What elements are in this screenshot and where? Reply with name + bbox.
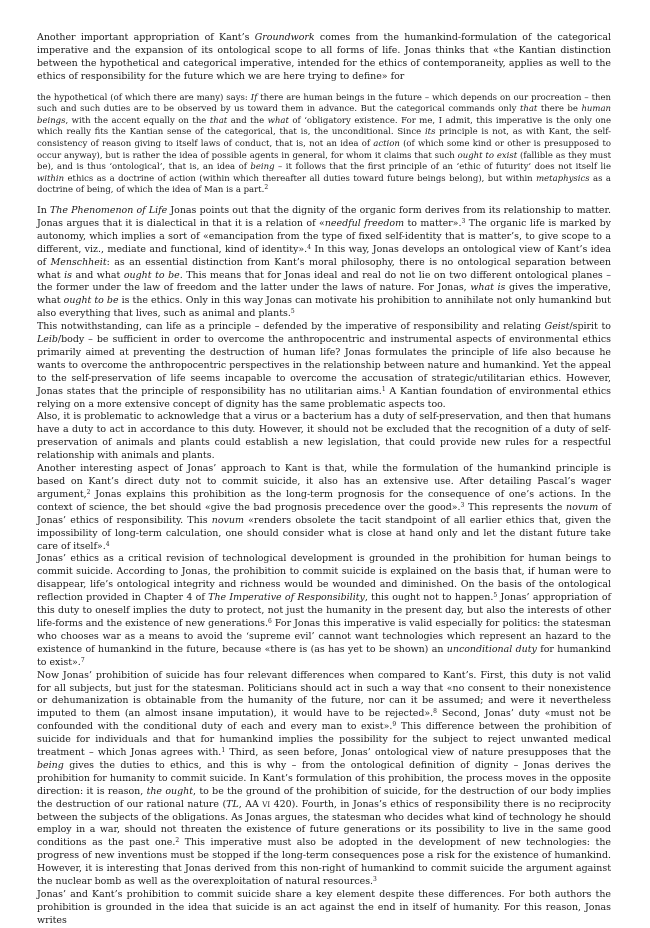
paragraph-pascal-wager: Another interesting aspect of Jonas’ approach to Kant is that, while the formulation of the humankind principle is based on Kant’s direct duty not to commit suicide, it also has an extensive use. After detailing Pascal’s wager argument,$^2$ Jonas explains this prohibition as the long-term prognosis for the consequence of one’s actions. In the context of science, the bet should «give the bad prognosis precedence over the good».$^3$ This represents the novum of Jonas’ ethics of responsibility. This novum «renders obsolete the tacit standpoint of all earlier ethics that, given the impossibility of long-term calculation, one should consider what is close at hand only and let the distant future take care of itself».$^4$: [37, 463, 611, 552]
paragraph-phenomenon-of-life: In The Phenomenon of Life Jonas points out that the dignity of the organic form derives from its relationship to matter. Jonas argues that it is dialectical in that it is a relation of «needful freedom to matter».$^3$ The organic life is marked by autonomy, which implies a sort of «emancipation from the type of fixed self-identity that is matter’s, to give scope to a different, viz., mediate and functional, kind of identity».$^4$ In this way, Jonas develops an ontological view of Kant’s idea of Menschheit: as an essential distinction from Kant’s moral philosophy, there is no ontological separation between what is and what ought to be. This means that for Jonas ideal and real do not lie on two different ontological planes – the former under the law of freedom and the latter under the laws of nature. For Jonas, what is gives the imperative, what ought to be is the ethics. Only in this way Jonas can motivate his prohibition to annihilate not only humankind but also everything that lives, such as animal and plants.$^5$: [37, 204, 612, 320]
paragraph-self-preservation: Also, it is problematic to acknowledge that a virus or a bacterium has a duty of self-preservation, and then that humans have a duty to act in accordance to this duty. However, it should not be excluded that the recognition of a duty of self-preservation of animals and plants could establish a new legislation, that could provide new rules for a respectful relationship with animals and plants.: [37, 411, 611, 462]
paragraph-suicide-prohibition: Jonas’ ethics as a critical revision of technological development is grounded in the prohibition for human beings to commit suicide. According to Jonas, the prohibition to commit suicide is explained on the basis that, if human were to disappear, life’s ontological integrity and richness would be wounded and diminished. On the basis of the ontological reflection provided in Chapter 4 of The Imperative of Responsibility, this ought not to happen.$^5$ Jonas’ appropriation of this duty to oneself implies the duty to protect, not just the humanity in the present day, but also the interests of other life-forms and the existence of new generations.$^6$ For Jonas this imperative is valid especially for politics: the statesman who chooses war as a means to avoid the ‘supreme evil’ cannot want technologies which represent an hazard to the existence of humankind in the future, because «there is (as has yet to be shown) an unconditional duty for humankind to exist».$^7$: [37, 553, 611, 668]
paragraph-shared-element: Jonas’ and Kant’s prohibition to commit suicide share a key element despite these differences. For both authors the prohibition is grounded in the idea that suicide is an act against the end in itself of humanity. For this reason, Jonas writes: [37, 889, 611, 926]
paragraph-four-differences: Now Jonas’ prohibition of suicide has four relevant differences when compared to Kant’s. First, this duty is not valid for all subjects, but just for the statesman. Politicians should act in such a way that «no consent to their nonexistence or dehumanization is obtainable from the humanity of the future, nor can it be assumed; and were it nevertheless imputed to them (an almost insane imputation), it would have to be rejected».$^8$ Second, Jonas’ duty «must not be confounded with the conditional duty of each and every man to exist».$^9$ This difference between the prohibition of suicide for individuals and that for humankind implies the possibility for the subject to reject unwanted medical treatment – which Jonas agrees with.$^1$ Third, as seen before, Jonas’ ontological view of nature presupposes that the being gives the duties to ethics, and this is why – from the ontological definition of dignity – Jonas derives the prohibition for humanity to commit suicide. In Kant’s formulation of this prohibition, the process moves in the opposite direction: it is reason, the ought, to be the ground of the prohibition of suicide, for the destruction of our body implies the destruction of our rational nature (TL, AA vi 420). Fourth, in Jonas’s ethics of responsibility there is no reciprocity between the subjects of the obligations. As Jonas argues, the statesman who decides what kind of technology he should employ in a war, should not threaten the existence of future generations or its possibility to live in the same good conditions as the past one.$^2$ This imperative must also be adopted in the development of new technologies: the progress of new inventions must be stopped if the long-term consequences pose a risk for the existence of humankind. However, it is interesting that Jonas derived from this non-right of humankind to commit suicide the argument against the nuclear bomb as well as the overexploitation of natural resources.$^3$: [37, 669, 612, 888]
paragraph-life-as-principle: This notwithstanding, can life as a principle – defended by the imperative of responsibility and relating Geist/spirit to Leib/body – be sufficient in order to overcome the anthropocentric and instrumental aspects of environmental ethics primarily aimed at preventing the destruction of human life? Jonas formulates the principle of life also because he wants to overcome the anthropocentric perspectives in the relationship between nature and humankind. Yet the appeal to the self-preservation of life seems incapable to overcome the accusation of strategic/utilitarian ethics. However, Jonas states that the principle of responsibility has no utilitarian aims.$^1$ A Kantian foundation of environmental ethics relying on a more extensive concept of dignity has the same problematic aspects too.: [37, 321, 611, 410]
paragraph-intro: Another important appropriation of Kant’s Groundwork comes from the humankind-formulation of the categorical imperative and the expansion of its ontological scope to all forms of life. Jonas thinks that «the Kantian distinction between the hypothetical and categorical imperative, intended for the ethics of contemporaneity, applies as well to the ethics of responsibility for the future which we are here trying to define» for: [37, 32, 611, 82]
block-quote-jonas: the hypothetical (of which there are many) says: If there are human beings in the future – which depends on our procreation – then such and such duties are to be observed by us toward them in advance. But the categorical commands only that there be human beings, with the accent equally on the that and the what of ‘obligatory existence. For me, I admit, this imperative is the only one which really fits the Kantian sense of the categorical, that is, the unconditional. Since its principle is not, as with Kant, the self-consistency of reason giving to itself laws of conduct, that is, not an idea of action (of which some kind or other is presupposed to occur anyway), but is rather the idea of possible agents in general, for whom it claims that such ought to exist (fallible as they must be), and is thus ‘ontological’, that is, an idea of being – it follows that the first principle of an ‘ethic of futurity’ does not itself lie within ethics as a doctrine of action (within which thereafter all duties toward future beings belong), but within metaphysics as a doctrine of being, of which the idea of Man is a part.$^2$: [37, 92, 612, 196]
